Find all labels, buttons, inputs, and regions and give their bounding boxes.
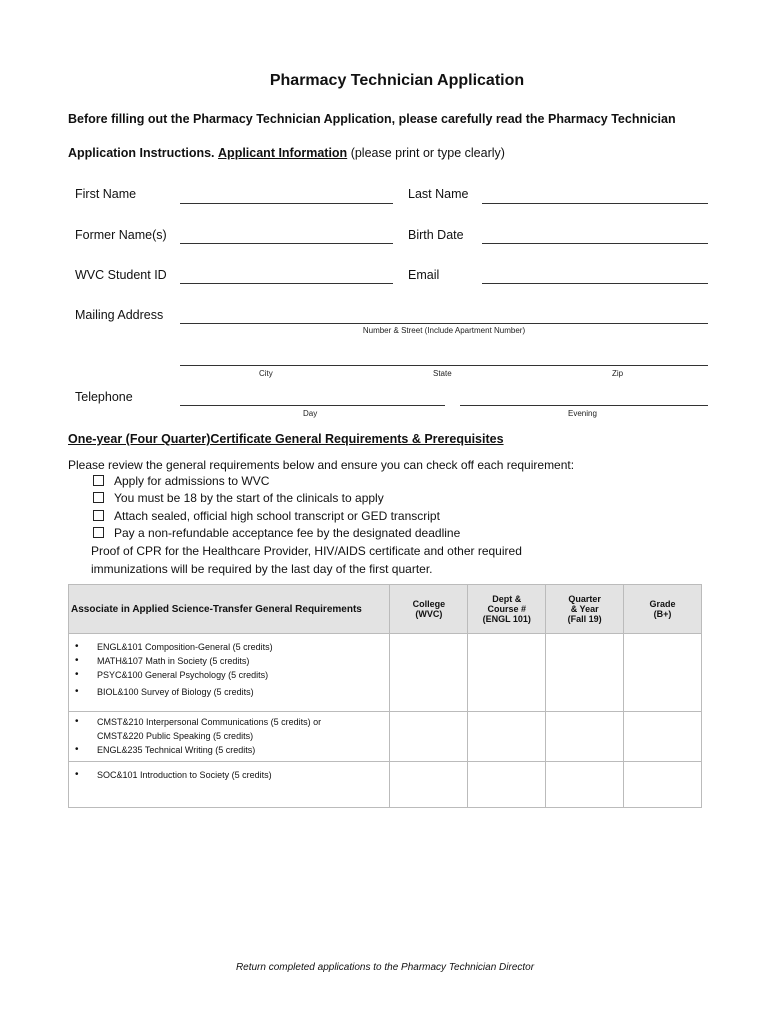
telephone-label: Telephone: [75, 390, 133, 404]
checkbox-icon[interactable]: [93, 492, 104, 503]
table-row: [69, 762, 702, 808]
checklist-item[interactable]: Apply for admissions to WVC: [93, 474, 269, 488]
checklist-item[interactable]: You must be 18 by the start of the clinicals to apply: [93, 491, 384, 505]
requirement-group-3: [69, 762, 390, 808]
requirements-table: [68, 584, 702, 808]
birth-date-field[interactable]: [482, 243, 708, 244]
page-title: Pharmacy Technician Application: [269, 72, 525, 89]
student-id-label: WVC Student ID: [75, 268, 167, 282]
requirements-column-header: Associate in Applied Science-Transfer General Requirements: [69, 585, 390, 634]
intro-instructions: Application Instructions.: [68, 146, 215, 160]
last-name-label: Last Name: [408, 187, 469, 201]
applicant-info-heading: Applicant Information: [218, 146, 348, 160]
course-cell[interactable]: [468, 712, 546, 762]
zip-caption: Zip: [612, 369, 624, 378]
quarter-column-header: Quarter & Year (Fall 19): [546, 585, 624, 634]
evening-caption: Evening: [568, 409, 597, 418]
city-caption: City: [259, 369, 273, 378]
checklist-item[interactable]: Pay a non-refundable acceptance fee by the designated deadline: [93, 526, 460, 540]
requirement-group-2: [69, 712, 390, 762]
requirements-heading: One-year (Four Quarter)Certificate General Requirements & Prerequisites: [68, 432, 504, 446]
course-cell[interactable]: [468, 634, 546, 712]
quarter-cell[interactable]: [546, 634, 624, 712]
table-row: [69, 634, 702, 712]
course-column-header: Dept & Course # (ENGL 101): [468, 585, 546, 634]
email-field[interactable]: [482, 283, 708, 284]
college-cell[interactable]: [390, 634, 468, 712]
state-caption: State: [433, 369, 452, 378]
college-cell[interactable]: [390, 762, 468, 808]
grade-column-header: Grade (B+): [624, 585, 702, 634]
street-address-field[interactable]: [180, 323, 708, 324]
footer-note: Return completed applications to the Pharmacy Technician Director: [235, 962, 535, 973]
quarter-cell[interactable]: [546, 712, 624, 762]
list-item: CMST&220 Public Speaking (5 credits): [97, 731, 254, 741]
grade-cell[interactable]: [624, 762, 702, 808]
intro-note: (please print or type clearly): [350, 146, 505, 160]
course-cell[interactable]: [468, 762, 546, 808]
checkbox-icon[interactable]: [93, 510, 104, 521]
intro-line-2: [68, 146, 505, 160]
street-address-caption: Number & Street (Include Apartment Number): [362, 326, 526, 335]
college-cell[interactable]: [390, 712, 468, 762]
evening-phone-field[interactable]: [460, 405, 708, 406]
grade-cell[interactable]: [624, 712, 702, 762]
intro-line-1: Before filling out the Pharmacy Technician Application, please carefully read the Pharmacy Technician: [68, 112, 676, 126]
list-item: • SOC&101 Introduction to Society (5 credits): [69, 768, 389, 782]
email-label: Email: [408, 268, 440, 282]
checklist-item[interactable]: Attach sealed, official high school transcript or GED transcript: [93, 509, 440, 523]
college-column-header: College (WVC): [390, 585, 468, 634]
list-item: • ENGL&101 Composition-General (5 credits): [69, 640, 389, 654]
checkbox-icon[interactable]: [93, 475, 104, 486]
list-item: • PSYC&100 General Psychology (5 credits): [69, 668, 389, 682]
requirement-group-1: [69, 634, 390, 712]
table-row: [69, 712, 702, 762]
mailing-address-label: Mailing Address: [75, 308, 164, 322]
cpr-note-line-2: immunizations will be required by the last day of the first quarter.: [91, 562, 433, 576]
quarter-cell[interactable]: [546, 762, 624, 808]
list-item: • BIOL&100 Survey of Biology (5 credits): [69, 685, 389, 699]
last-name-field[interactable]: [482, 203, 708, 204]
first-name-label: First Name: [75, 187, 137, 201]
day-caption: Day: [303, 409, 318, 418]
birth-date-label: Birth Date: [408, 228, 464, 242]
grade-cell[interactable]: [624, 634, 702, 712]
list-item: • ENGL&235 Technical Writing (5 credits): [69, 743, 389, 757]
day-phone-field[interactable]: [180, 405, 445, 406]
first-name-field[interactable]: [180, 203, 393, 204]
former-names-label: Former Name(s): [75, 228, 167, 242]
table-header-row: [69, 585, 702, 634]
list-item: • MATH&107 Math in Society (5 credits): [69, 654, 389, 668]
student-id-field[interactable]: [180, 283, 393, 284]
list-item: • CMST&210 Interpersonal Communications (5 credits) or: [69, 715, 389, 729]
checkbox-icon[interactable]: [93, 527, 104, 538]
former-names-field[interactable]: [180, 243, 393, 244]
review-instructions: Please review the general requirements below and ensure you can check off each requirement:: [68, 458, 575, 472]
cpr-note-line-1: Proof of CPR for the Healthcare Provider, HIV/AIDS certificate and other required: [91, 544, 522, 558]
city-state-zip-field[interactable]: [180, 365, 708, 366]
